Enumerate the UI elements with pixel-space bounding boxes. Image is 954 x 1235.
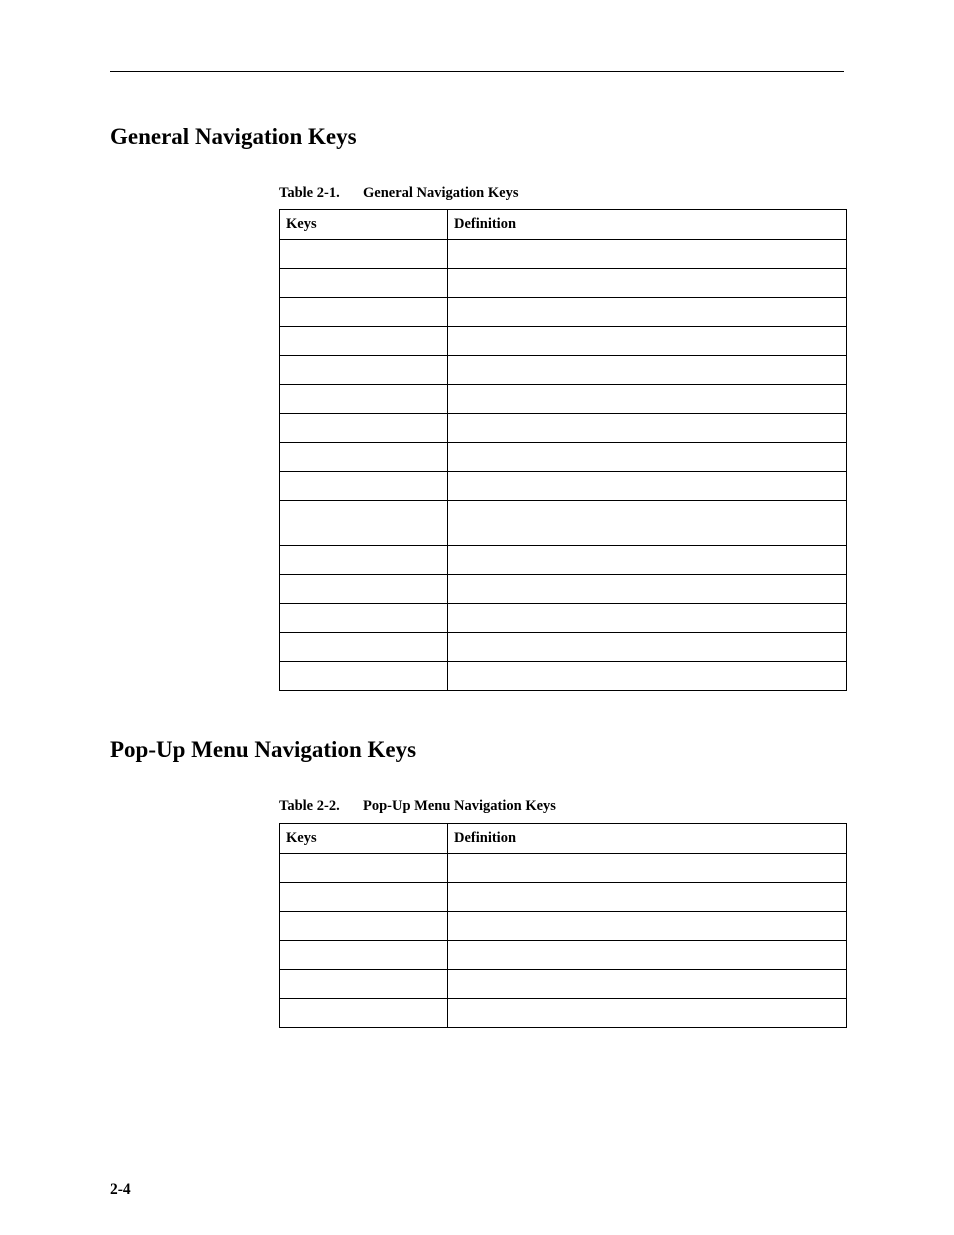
keys-cell bbox=[280, 472, 448, 501]
keys-cell bbox=[280, 575, 448, 604]
table-row bbox=[280, 414, 847, 443]
table-row bbox=[280, 298, 847, 327]
definition-cell bbox=[448, 443, 847, 472]
keys-cell bbox=[280, 941, 448, 970]
table-row bbox=[280, 269, 847, 298]
table-row bbox=[280, 633, 847, 662]
section-heading-pop-up-menu-navigation-keys: Pop-Up Menu Navigation Keys bbox=[110, 737, 417, 762]
table-row bbox=[280, 662, 847, 691]
definition-cell bbox=[448, 912, 847, 941]
table-row bbox=[280, 240, 847, 269]
table-row bbox=[280, 970, 847, 999]
keys-cell bbox=[280, 854, 448, 883]
table-row bbox=[280, 472, 847, 501]
keys-cell bbox=[280, 356, 448, 385]
definition-cell bbox=[448, 662, 847, 691]
keys-cell bbox=[280, 385, 448, 414]
keys-cell bbox=[280, 912, 448, 941]
general-navigation-keys-table bbox=[279, 209, 847, 691]
keys-cell bbox=[280, 883, 448, 912]
section-heading-general-navigation-keys: General Navigation Keys bbox=[110, 124, 357, 149]
definition-cell bbox=[448, 327, 847, 356]
definition-cell bbox=[448, 240, 847, 269]
definition-cell bbox=[448, 472, 847, 501]
keys-cell bbox=[280, 970, 448, 999]
definition-cell bbox=[448, 633, 847, 662]
table-row bbox=[280, 999, 847, 1028]
table-caption-2-1 bbox=[279, 184, 518, 202]
table-row bbox=[280, 546, 847, 575]
table-caption-label: Table 2-2. bbox=[279, 798, 340, 814]
keys-cell bbox=[280, 414, 448, 443]
table-row bbox=[280, 327, 847, 356]
column-header-keys: Keys bbox=[280, 824, 448, 854]
column-header-keys: Keys bbox=[280, 210, 448, 240]
keys-cell bbox=[280, 240, 448, 269]
pop-up-menu-navigation-keys-table bbox=[279, 823, 847, 1028]
table-row bbox=[280, 912, 847, 941]
definition-cell bbox=[448, 854, 847, 883]
table-row bbox=[280, 854, 847, 883]
definition-cell bbox=[448, 546, 847, 575]
keys-cell bbox=[280, 298, 448, 327]
definition-cell bbox=[448, 604, 847, 633]
table-row bbox=[280, 501, 847, 546]
definition-cell bbox=[448, 941, 847, 970]
table-row bbox=[280, 604, 847, 633]
table-row bbox=[280, 385, 847, 414]
keys-cell bbox=[280, 604, 448, 633]
keys-cell bbox=[280, 662, 448, 691]
definition-cell bbox=[448, 414, 847, 443]
table-row bbox=[280, 356, 847, 385]
definition-cell bbox=[448, 385, 847, 414]
keys-cell bbox=[280, 443, 448, 472]
keys-cell bbox=[280, 269, 448, 298]
keys-cell bbox=[280, 546, 448, 575]
keys-cell bbox=[280, 327, 448, 356]
definition-cell bbox=[448, 999, 847, 1028]
definition-cell bbox=[448, 970, 847, 999]
table-row bbox=[280, 941, 847, 970]
keys-cell bbox=[280, 633, 448, 662]
table-caption-title: Pop-Up Menu Navigation Keys bbox=[363, 798, 556, 814]
keys-cell bbox=[280, 501, 448, 546]
column-header-definition: Definition bbox=[448, 824, 847, 854]
column-header-definition: Definition bbox=[448, 210, 847, 240]
table-caption-label: Table 2-1. bbox=[279, 185, 340, 201]
table-caption-title: General Navigation Keys bbox=[363, 185, 519, 201]
definition-cell bbox=[448, 356, 847, 385]
header-rule bbox=[110, 71, 844, 72]
definition-cell bbox=[448, 501, 847, 546]
keys-cell bbox=[280, 999, 448, 1028]
definition-cell bbox=[448, 575, 847, 604]
table-header-row bbox=[280, 210, 847, 240]
definition-cell bbox=[448, 269, 847, 298]
table-row bbox=[280, 883, 847, 912]
definition-cell bbox=[448, 298, 847, 327]
definition-cell bbox=[448, 883, 847, 912]
table-row bbox=[280, 575, 847, 604]
table-row bbox=[280, 443, 847, 472]
page-number: 2-4 bbox=[110, 1181, 131, 1198]
table-header-row bbox=[280, 824, 847, 854]
table-caption-2-2 bbox=[279, 797, 556, 815]
